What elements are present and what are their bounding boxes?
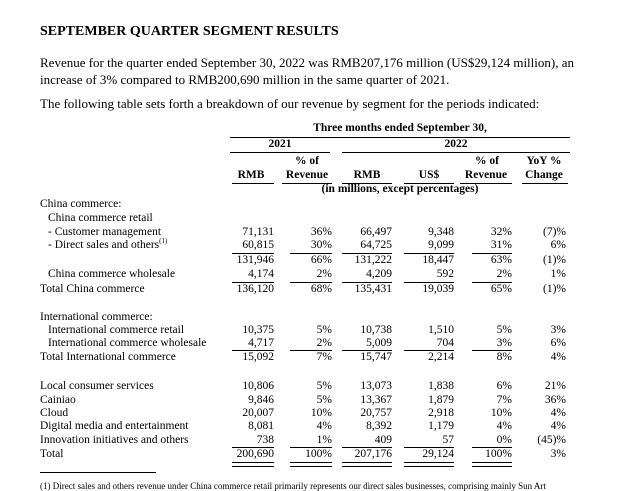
- grand-total-rule: [342, 447, 392, 448]
- table-cell: 592: [436, 268, 454, 280]
- section-title: SEPTEMBER QUARTER SEGMENT RESULTS: [40, 24, 339, 39]
- subtotal-rule: [472, 253, 512, 254]
- table-cell: 2%: [316, 268, 332, 280]
- table-cell: 9,099: [428, 239, 454, 251]
- table-cell: 9,846: [248, 394, 274, 406]
- table-cell: 5%: [496, 324, 512, 336]
- year-2022-underline: [342, 152, 570, 153]
- row-label: International commerce retail: [48, 324, 185, 336]
- total-rule: [290, 350, 332, 351]
- total-rule: [404, 282, 454, 283]
- subtotal-rule: [232, 253, 274, 254]
- table-cell: 71,131: [242, 226, 274, 238]
- table-cell: 409: [374, 434, 392, 446]
- revenue-summary-paragraph: Revenue for the quarter ended September 30, 2022 was RMB207,176 million (US$29,124 million), an increase of 3% compared to RMB200,690 million in the same quarter of 2021.: [40, 55, 574, 87]
- table-cell: 20,007: [242, 407, 274, 419]
- row-label: China commerce retail: [48, 212, 153, 224]
- table-intro-paragraph: The following table sets forth a breakdown of our revenue by segment for the periods indicated:: [40, 96, 540, 111]
- table-cell: 5,009: [366, 337, 392, 349]
- table-cell: 4,174: [248, 268, 274, 280]
- table-cell: 66,497: [360, 226, 392, 238]
- table-cell: 8,081: [248, 420, 274, 432]
- table-cell: 19,039: [422, 283, 454, 295]
- table-cell: 100%: [305, 448, 332, 460]
- total-rule: [232, 282, 274, 283]
- table-cell: 10,806: [242, 380, 274, 392]
- table-cell: 64,725: [360, 239, 392, 251]
- table-cell: 36%: [544, 394, 566, 406]
- grand-total-rule: [404, 447, 454, 448]
- table-cell: 2,214: [428, 351, 454, 363]
- table-cell: 13,073: [360, 380, 392, 392]
- table-cell: 8%: [496, 351, 512, 363]
- row-label: Cloud: [40, 407, 69, 419]
- pct-2022-header-line1: % of: [475, 155, 499, 167]
- table-cell: (1)%: [543, 283, 566, 295]
- pct-2021-header-line2: Revenue: [285, 169, 329, 181]
- period-header: Three months ended September 30,: [313, 122, 487, 134]
- table-cell: 131,946: [236, 254, 274, 266]
- table-cell: 7%: [316, 351, 332, 363]
- table-cell: 1%: [316, 434, 332, 446]
- table-cell: 2%: [316, 337, 332, 349]
- footnote: (1) Direct sales and others revenue under China commerce retail primarily represents our direct sales businesses, comprising mainly Sun Art: [40, 481, 546, 491]
- table-cell: (7)%: [543, 226, 566, 238]
- grand-total-double-rule: [472, 462, 512, 467]
- rmb-2021-header: RMB: [237, 169, 265, 181]
- row-label: Innovation initiatives and others: [40, 434, 189, 446]
- table-cell: 57: [442, 434, 454, 446]
- table-cell: 9,348: [428, 226, 454, 238]
- table-cell: 2%: [496, 268, 512, 280]
- table-cell: 0%: [496, 434, 512, 446]
- table-cell: 7%: [496, 394, 512, 406]
- table-cell: 4%: [316, 420, 332, 432]
- table-cell: 10,375: [242, 324, 274, 336]
- table-cell: 3%: [496, 337, 512, 349]
- table-cell: 207,176: [354, 448, 392, 460]
- table-cell: 1%: [550, 268, 566, 280]
- table-cell: 4%: [496, 420, 512, 432]
- row-label: Total: [40, 448, 64, 460]
- subtotal-rule: [342, 253, 392, 254]
- grand-total-rule: [472, 447, 512, 448]
- table-cell: 5%: [316, 324, 332, 336]
- table-cell: 15,092: [242, 351, 274, 363]
- table-cell: 1,179: [428, 420, 454, 432]
- yoy-header-line1: YoY %: [526, 155, 562, 167]
- row-label: Total China commerce: [40, 283, 145, 295]
- table-cell: 65%: [490, 283, 512, 295]
- total-rule: [472, 282, 512, 283]
- grand-total-rule: [232, 447, 274, 448]
- table-cell: 704: [436, 337, 454, 349]
- row-label: International commerce wholesale: [48, 337, 207, 349]
- table-cell: 20,757: [360, 407, 392, 419]
- pct-2021-header-line1: % of: [295, 155, 319, 167]
- grand-total-double-rule: [232, 462, 274, 467]
- table-cell: 3%: [550, 448, 566, 460]
- table-cell: 13,367: [360, 394, 392, 406]
- row-label: Local consumer services: [40, 380, 154, 392]
- table-cell: 131,222: [354, 254, 392, 266]
- grand-total-double-rule: [342, 462, 392, 467]
- table-cell: 100%: [485, 448, 512, 460]
- table-cell: 1,879: [428, 394, 454, 406]
- table-cell: 6%: [496, 380, 512, 392]
- table-cell: 200,690: [236, 448, 274, 460]
- row-label: - Direct sales and others$^{(1)}$: [48, 237, 168, 251]
- footnote-separator: [40, 472, 156, 473]
- table-cell: 2,918: [428, 407, 454, 419]
- table-cell: 4%: [550, 420, 566, 432]
- table-cell: 10,738: [360, 324, 392, 336]
- table-cell: 10%: [310, 407, 332, 419]
- units-note: (in millions, except percentages): [321, 183, 479, 195]
- table-cell: 4%: [550, 351, 566, 363]
- footnote-marker: (1): [159, 237, 168, 245]
- table-cell: 6%: [550, 337, 566, 349]
- grand-total-double-rule: [290, 462, 332, 467]
- total-rule: [342, 350, 392, 351]
- table-cell: 1,510: [428, 324, 454, 336]
- table-cell: 4,717: [248, 337, 274, 349]
- row-label: Digital media and entertainment: [40, 420, 189, 432]
- subtotal-rule: [290, 253, 332, 254]
- total-rule: [472, 350, 512, 351]
- table-cell: 68%: [310, 283, 332, 295]
- table-cell: 32%: [490, 226, 512, 238]
- table-cell: 135,431: [354, 283, 392, 295]
- table-cell: 738: [256, 434, 274, 446]
- table-cell: 4%: [550, 407, 566, 419]
- table-cell: 4,209: [366, 268, 392, 280]
- year-2021-underline: [230, 152, 330, 153]
- yoy-header-line2: Change: [525, 169, 563, 181]
- grand-total-rule: [290, 447, 332, 448]
- table-cell: 6%: [550, 239, 566, 251]
- table-cell: 3%: [550, 324, 566, 336]
- table-cell: 31%: [490, 239, 512, 251]
- table-cell: 60,815: [242, 239, 274, 251]
- table-cell: 5%: [316, 394, 332, 406]
- table-cell: 63%: [490, 254, 512, 266]
- table-cell: 21%: [544, 380, 566, 392]
- total-rule: [232, 350, 274, 351]
- row-label: China commerce wholesale: [48, 268, 176, 280]
- total-rule: [290, 282, 332, 283]
- row-label: China commerce:: [40, 198, 122, 210]
- grand-total-double-rule: [404, 462, 454, 467]
- table-cell: 29,124: [422, 448, 454, 460]
- subtotal-rule: [404, 253, 454, 254]
- pct-2022-header-line2: Revenue: [464, 169, 508, 181]
- table-cell: 36%: [310, 226, 332, 238]
- year-2021-header: 2021: [268, 138, 292, 150]
- row-label: International commerce:: [40, 311, 153, 323]
- table-cell: 18,447: [422, 254, 454, 266]
- table-cell: 8,392: [366, 420, 392, 432]
- table-cell: (45)%: [537, 434, 566, 446]
- table-cell: 15,747: [360, 351, 392, 363]
- usd-2022-header: US$: [418, 169, 440, 181]
- table-cell: 136,120: [236, 283, 274, 295]
- table-cell: (1)%: [543, 254, 566, 266]
- total-rule: [404, 350, 454, 351]
- row-label: Cainiao: [40, 394, 76, 406]
- year-2022-header: 2022: [444, 138, 468, 150]
- row-label: - Customer management: [48, 226, 162, 238]
- table-cell: 1,838: [428, 380, 454, 392]
- total-rule: [342, 282, 392, 283]
- row-label: Total International commerce: [40, 351, 176, 363]
- table-cell: 5%: [316, 380, 332, 392]
- rmb-2022-header: RMB: [353, 169, 381, 181]
- table-cell: 10%: [490, 407, 512, 419]
- table-cell: 66%: [310, 254, 332, 266]
- table-cell: 30%: [310, 239, 332, 251]
